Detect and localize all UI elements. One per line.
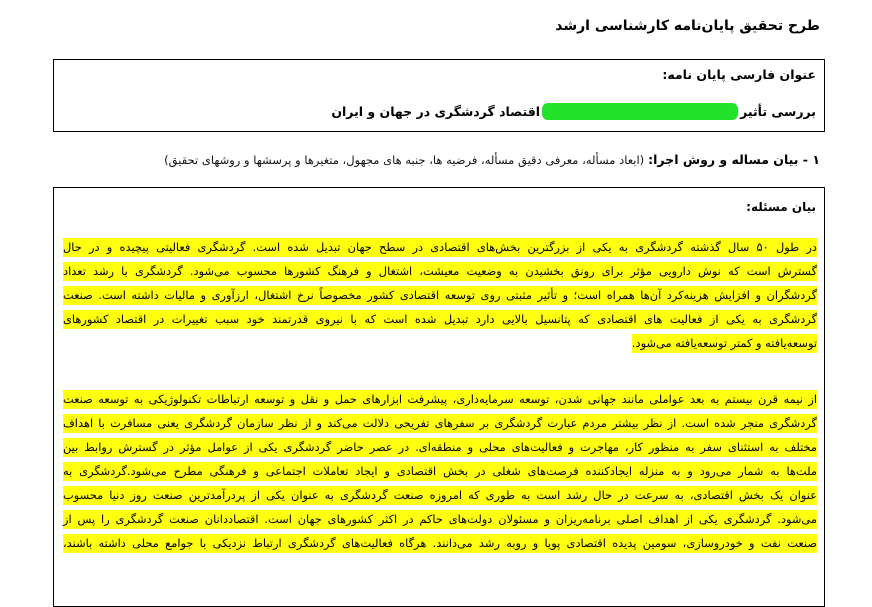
paragraph-2 bbox=[63, 387, 817, 555]
paragraph-line: می‌شود. گردشگری یکی از اهداف اصلی برنامه‌ریزان و مسئولان دولت‌های حاکم در اکثر کشورهای جهان است. اقتصاددانان صنعت گردشگری را پس از bbox=[63, 510, 817, 529]
paragraph-line: مختلف به استثنای سفر به منظور کار، مهاجرت و فعالیت‌های محلی و منطقه‌ای. در عصر حاضر گردشگری یکی از عوامل مؤثر در گسترش روابط بین bbox=[63, 438, 817, 457]
thesis-title-text bbox=[62, 101, 816, 123]
paragraph-line: عنوان یک بخش اقتصادی، به سرعت در حال رشد است به طوری که امروزه صنعت گردشگری به عنوان یکی از پردرآمدترین صنعت روز دنیا محسوب bbox=[63, 486, 817, 505]
paragraph-line: گردشگری به یکی از فعالیت های اقتصادی که پتانسیل بالایی دارد تبدیل شده است که با نیروی قدرتمند خود سبب تغییرات در اقتصاد کشورهای bbox=[63, 310, 817, 329]
paragraph-line: ملت‌ها به شمار می‌رود و به منزله ایجادکننده فرصت‌های شغلی در بخش اقتصادی و ایجاد تعاملات اجتماعی و فرهنگی مطرح می‌شود.گردشگری به bbox=[63, 462, 817, 481]
paragraph-line: گردشگری منجر شده است. از نظر بیشتر مردم عبارت گردشگری بر سفرهای تفریحی دلالت می‌کند و از نظر سازمان گردشگری یعنی مسافرت با اهداف bbox=[63, 414, 817, 433]
thesis-title-start: بررسی تأثیر bbox=[740, 104, 816, 119]
paragraph-1 bbox=[63, 235, 817, 355]
paragraph-line: توسعه‌یافته و کمتر توسعه‌یافته می‌شود. bbox=[632, 334, 817, 353]
document-header-title: طرح تحقیق پایان‌نامه کارشناسی ارشد bbox=[555, 18, 820, 34]
thesis-title-label: عنوان فارسی پایان نامه: bbox=[662, 67, 816, 82]
section-heading-title: ۱ - بیان مساله و روش اجرا: bbox=[648, 152, 820, 167]
paragraph-line: صنعت نفت و خودروسازی، سومین پدیده اقتصادی پویا و روبه رشد می‌دانند. هرگاه فعالیت‌های گردشگری ارتباط نزدیکی با جوامع محلی داشته باشند، bbox=[63, 534, 817, 553]
section-heading-description: (ابعاد مسأله، معرفی دقیق مسأله، فرضیه ها، جنبه های مجهول، متغیرها و پرسشها و روشهای تحقیق) bbox=[164, 153, 645, 167]
thesis-title-box bbox=[53, 59, 825, 132]
paragraph-line: از نیمه قرن بیستم به بعد عواملی مانند جهانی شدن، توسعه سرمایه‌داری، پیشرفت ابزارهای حمل و نقل و توسعه ارتباطات تکنولوژیکی به توسعه صنعت bbox=[63, 390, 817, 409]
paragraph-line: گردشگران و افزایش هزینه‌کرد آن‌ها همراه است؛ و تأثیر مثبتی روی توسعه اقتصادی کشور مخصوصاً نرخ اشتغال، ارزآوری و مالیات داشته است. صنعت bbox=[63, 286, 817, 305]
paragraph-line: گسترش است که نوش دارویی مؤثر برای رونق بخشیدن به وضعیت معیشت، اشتغال و فرهنگ کشورها محسوب می‌شود. گردشگری با رشد تعداد bbox=[63, 262, 817, 281]
section-heading bbox=[52, 146, 820, 174]
redaction-mark bbox=[542, 103, 738, 120]
thesis-title-end: اقتصاد گردشگری در جهان و ایران bbox=[331, 104, 541, 119]
problem-statement-box bbox=[53, 187, 825, 607]
paragraph-line: در طول ۵۰ سال گذشته گردشگری به یکی از بزرگترین بخش‌های اقتصادی در سطح جهان تبدیل شده است. گردشگری فعالیتی پیچیده و در حال bbox=[63, 238, 817, 257]
problem-statement-label: بیان مسئله: bbox=[746, 200, 816, 214]
